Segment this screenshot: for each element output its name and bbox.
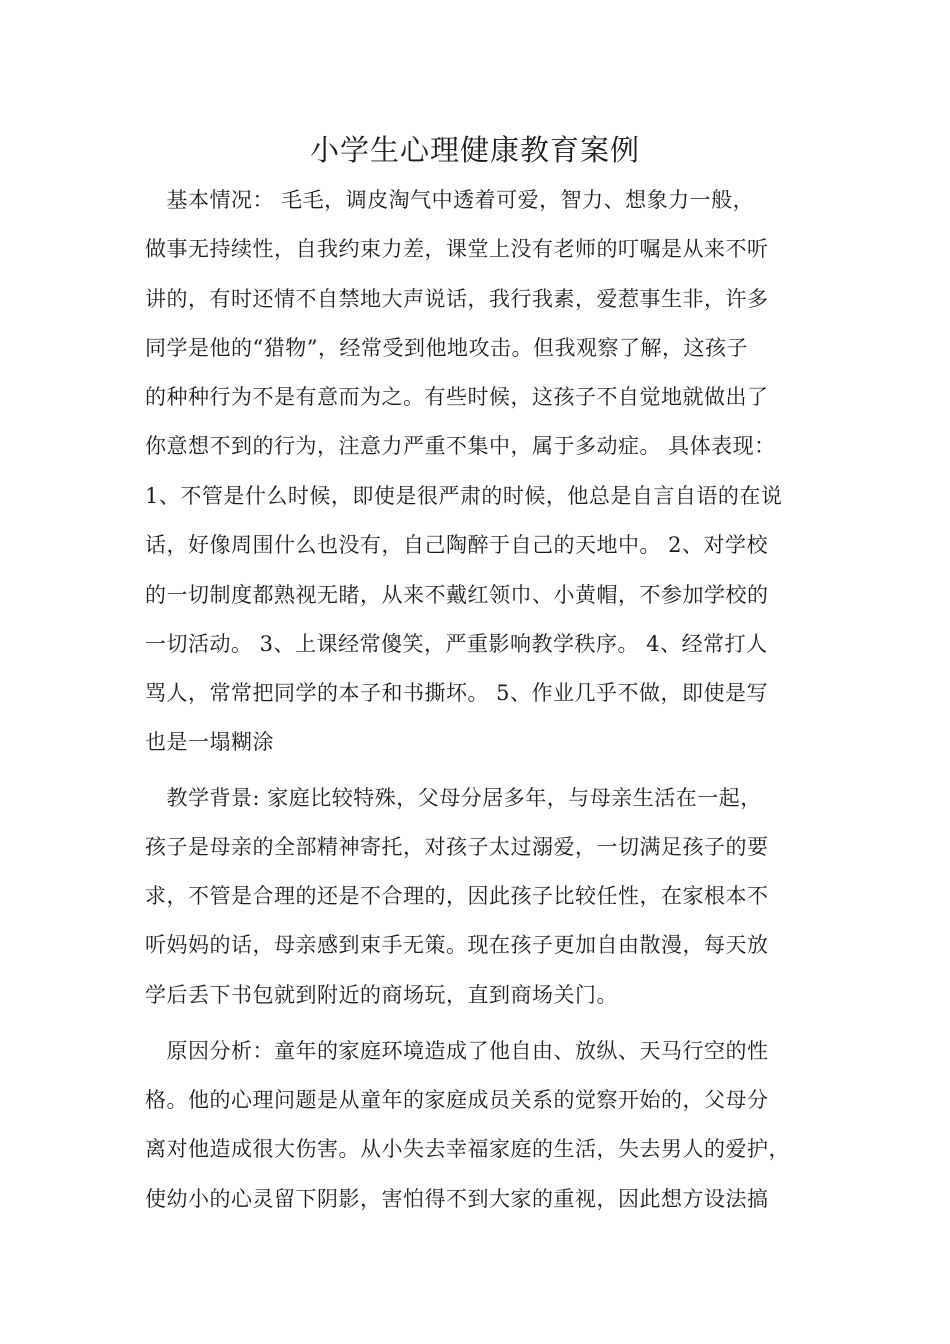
page-title: 小学生心理健康教育案例 <box>309 133 640 167</box>
body-line: 1、不管是什么时候，即使是很严肃的时候，他总是自言自语的在说 <box>145 484 783 508</box>
body-line: 讲的，有时还情不自禁地大声说话，我行我素，爱惹事生非，许多 <box>145 287 769 311</box>
body-line: 求，不管是合理的还是不合理的，因此孩子比较任性，在家根本不 <box>145 884 769 908</box>
body-line: 的种种行为不是有意而为之。有些时候，这孩子不自觉地就做出了 <box>145 385 769 409</box>
body-line: 的一切制度都熟视无睹，从来不戴红领巾、小黄帽，不参加学校的 <box>145 583 769 607</box>
body-line: 孩子是母亲的全部精神寄托，对孩子太过溺爱，一切满足孩子的要 <box>145 835 769 859</box>
body-line: 离对他造成很大伤害。从小失去幸福家庭的生活，失去男人的爱护， <box>145 1137 790 1161</box>
body-line: 话，好像周围什么也没有，自己陶醉于自己的天地中。 2、对学校 <box>145 533 769 557</box>
body-line: 做事无持续性，自我约束力差，课堂上没有老师的叮嘱是从来不听 <box>145 237 769 261</box>
body-line: 同学是他的“猎物”，经常受到他地攻击。但我观察了解，这孩子 <box>145 336 748 360</box>
body-line: 格。他的心理问题是从童年的家庭成员关系的觉察开始的，父母分 <box>145 1088 769 1112</box>
body-line: 也是一塌糊涂 <box>145 730 274 754</box>
body-line: 学后丢下书包就到附近的商场玩，直到商场关门。 <box>145 983 618 1007</box>
body-line: 一切活动。 3、上课经常傻笑，严重影响教学秩序。 4、经常打人 <box>145 632 768 656</box>
body-line: 骂人，常常把同学的本子和书撕坏。 5、作业几乎不做，即使是写 <box>145 681 769 705</box>
body-line: 使幼小的心灵留下阴影，害怕得不到大家的重视，因此想方设法搞 <box>145 1187 769 1211</box>
body-line: 基本情况： 毛毛，调皮淘气中透着可爱，智力、想象力一般， <box>145 188 755 212</box>
body-line: 你意想不到的行为，注意力严重不集中，属于多动症。 具体表现： <box>145 434 776 458</box>
body-line: 原因分析：童年的家庭环境造成了他自由、放纵、天马行空的性 <box>145 1039 769 1063</box>
body-line: 听妈妈的话，母亲感到束手无策。现在孩子更加自由散漫，每天放 <box>145 933 769 957</box>
body-line: 教学背景: 家庭比较特殊，父母分居多年，与母亲生活在一起， <box>145 786 762 810</box>
